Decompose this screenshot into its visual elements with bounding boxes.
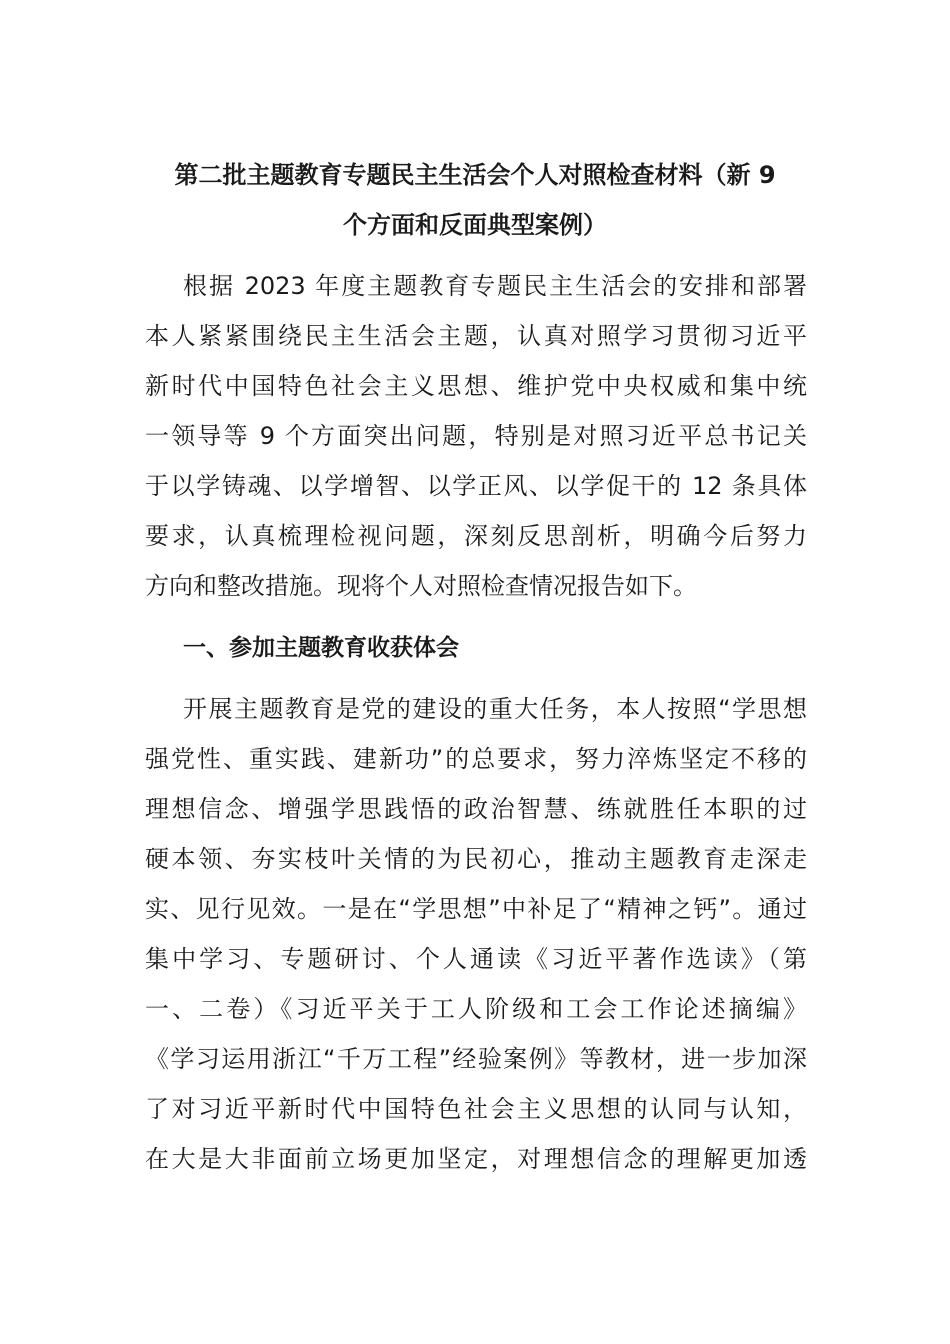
paragraph-line: 硬本领、夯实枝叶关情的为民初心，推动主题教育走深走: [145, 845, 807, 873]
paragraph-line: 一、二卷）《习近平关于工人阶级和工会工作论述摘编》: [145, 995, 807, 1023]
paragraph-line: 《学习运用浙江“千万工程”经验案例》等教材，进一步加深: [145, 1045, 807, 1073]
paragraph-line: 方向和整改措施。现将个人对照检查情况报告如下。: [145, 572, 697, 600]
document-title-line-2: 个方面和反面典型案例）: [343, 211, 607, 239]
paragraph-line: 开展主题教育是党的建设的重大任务，本人按照“学思想: [183, 695, 807, 723]
paragraph-line: 新时代中国特色社会主义思想、维护党中央权威和集中统: [145, 372, 807, 400]
paragraph-line: 于以学铸魂、以学增智、以学正风、以学促干的 12 条具体: [145, 472, 807, 500]
paragraph-line: 了对习近平新时代中国特色社会主义思想的认同与认知，: [145, 1095, 807, 1123]
paragraph-line: 理想信念、增强学思践悟的政治智慧、练就胜任本职的过: [145, 795, 807, 823]
paragraph-line: 在大是大非面前立场更加坚定，对理想信念的理解更加透: [145, 1145, 807, 1173]
paragraph-line: 根据 2023 年度主题教育专题民主生活会的安排和部署: [183, 272, 807, 300]
paragraph-line: 强党性、重实践、建新功”的总要求，努力淬炼坚定不移的: [145, 745, 807, 773]
document-title-line-1: 第二批主题教育专题民主生活会个人对照检查材料（新 9: [174, 161, 776, 189]
paragraph-line: 实、见行见效。一是在“学思想”中补足了“精神之钙”。通过: [145, 895, 807, 923]
paragraph-line: 本人紧紧围绕民主生活会主题，认真对照学习贯彻习近平: [145, 322, 807, 350]
section-heading: 一、参加主题教育收获体会: [183, 635, 459, 661]
paragraph-line: 要求，认真梳理检视问题，深刻反思剖析，明确今后努力: [145, 522, 807, 550]
paragraph-line: 集中学习、专题研讨、个人通读《习近平著作选读》（第: [145, 945, 807, 973]
paragraph-line: 一领导等 9 个方面突出问题，特别是对照习近平总书记关: [145, 422, 807, 450]
